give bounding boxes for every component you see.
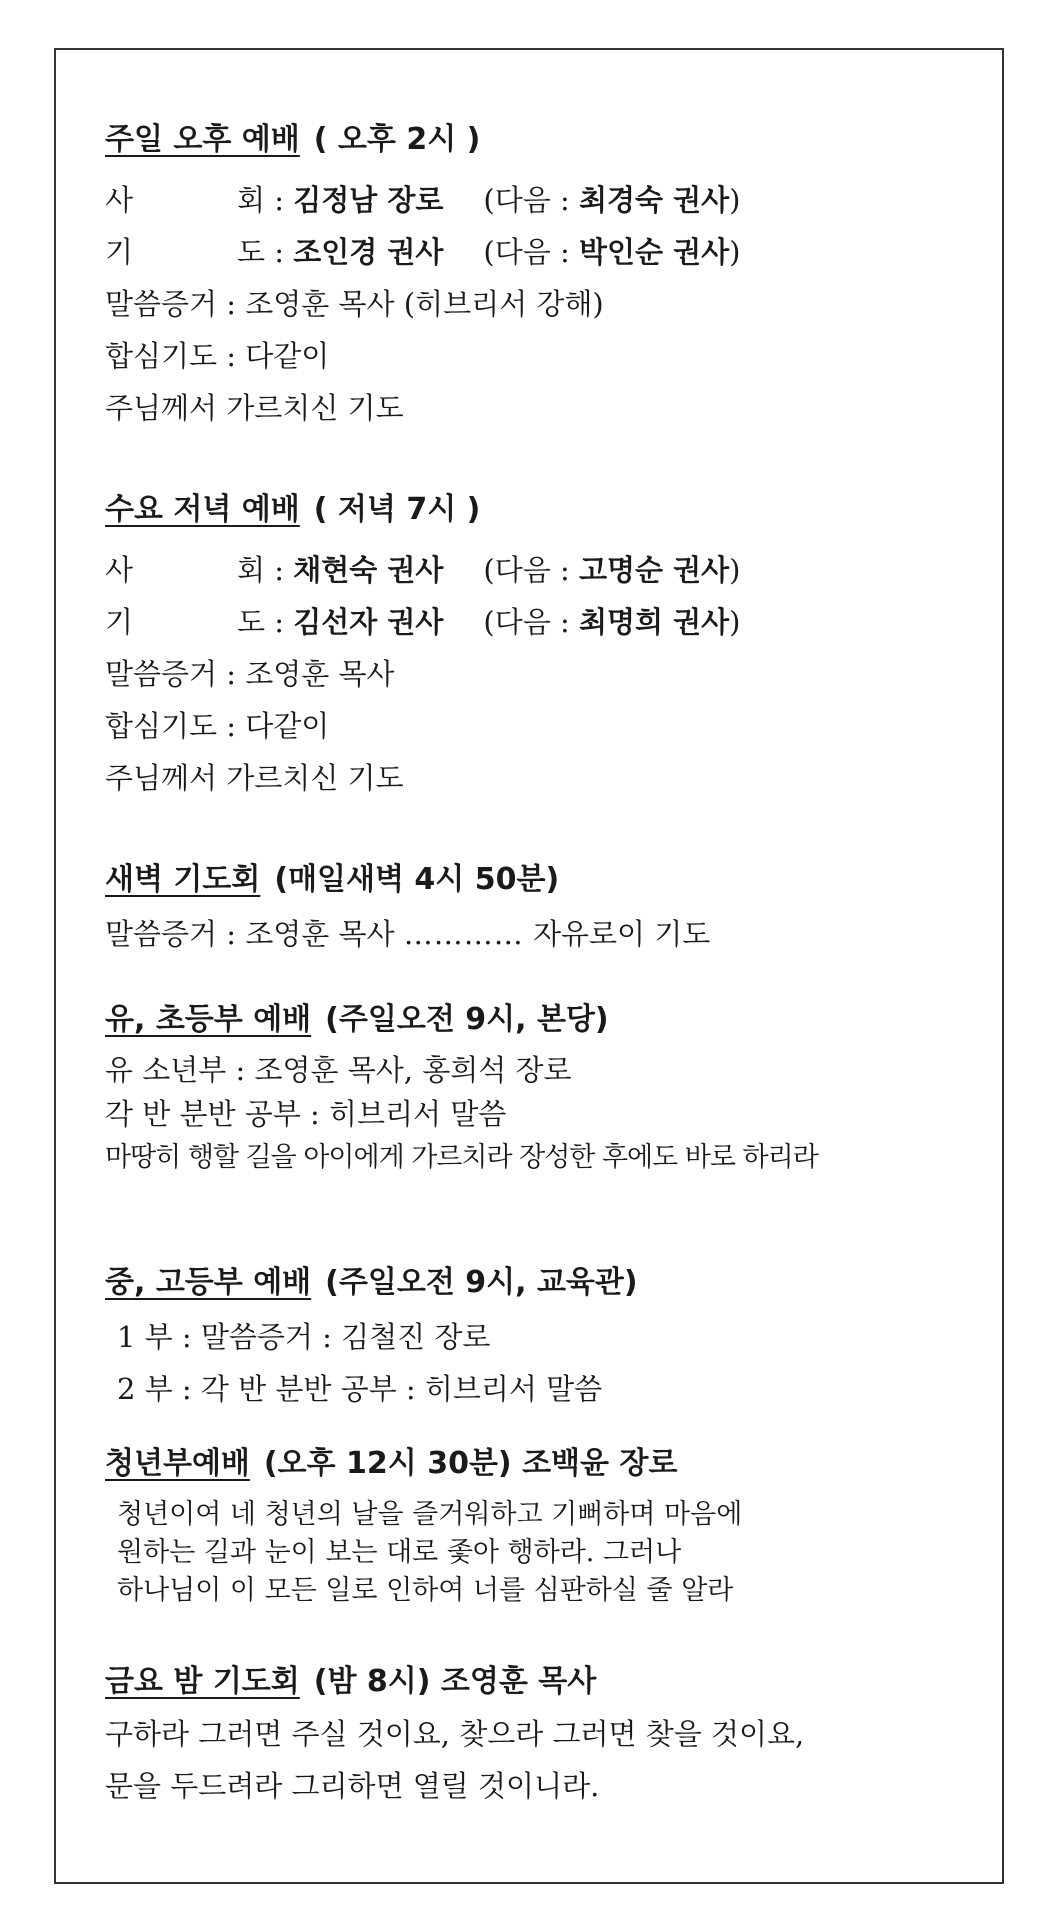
section-title: 금요 밤 기도회 xyxy=(105,1664,300,1699)
section-wednesday-evening xyxy=(105,490,972,804)
sermon-line: 말씀증거 : 조영훈 목사 (히브리서 강해) xyxy=(105,287,604,321)
study-line: 각 반 분반 공부 : 히브리서 말씀 xyxy=(105,1097,507,1131)
role-row-host: 사 회 : 김정남 장로 (다음 : 최경숙 권사) xyxy=(105,174,972,226)
role-name: 채현숙 권사 xyxy=(293,553,444,587)
part-2-line: 2 부 : 각 반 분반 공부 : 히브리서 말씀 xyxy=(117,1372,603,1406)
dawn-line: 말씀증거 : 조영훈 목사 ………… 자유로이 기도 xyxy=(105,917,711,951)
bulletin-frame xyxy=(54,48,1004,1884)
role-row-prayer: 기 도 : 김선자 권사 (다음 : 최명희 권사) xyxy=(105,596,972,648)
group-prayer-line: 합심기도 : 다같이 xyxy=(105,339,330,373)
verse-line: 구하라 그러면 주실 것이요, 찾으라 그러면 찾을 것이요, xyxy=(105,1717,805,1751)
role-name: 조인경 권사 xyxy=(293,235,444,269)
next-name: 고명순 권사 xyxy=(578,553,730,587)
section-title: 새벽 기도회 xyxy=(105,862,261,897)
section-dawn-prayer xyxy=(105,860,972,960)
section-heading xyxy=(105,860,972,900)
section-time: (매일새벽 4시 50분) xyxy=(274,862,560,897)
role-name: 김선자 권사 xyxy=(293,605,444,639)
section-title: 중, 고등부 예배 xyxy=(105,1265,312,1300)
section-youth xyxy=(105,1263,972,1415)
section-time: (주일오전 9시, 본당) xyxy=(325,1002,609,1037)
section-title: 수요 저녁 예배 xyxy=(105,492,300,527)
sermon-line: 말씀증거 : 조영훈 목사 xyxy=(105,657,395,691)
section-heading xyxy=(105,490,972,530)
role-label: 기 도 xyxy=(105,605,265,639)
role-label: 사 회 xyxy=(105,183,265,217)
part-1-line: 1 부 : 말씀증거 : 김철진 장로 xyxy=(117,1320,491,1354)
section-friday-prayer xyxy=(105,1662,972,1812)
section-heading xyxy=(105,1662,972,1702)
group-prayer-line: 합심기도 : 다같이 xyxy=(105,709,330,743)
section-time: ( 오후 2시 ) xyxy=(313,122,481,157)
section-heading xyxy=(105,1263,972,1303)
section-children xyxy=(105,1000,972,1180)
leader-dots: ………… xyxy=(403,917,524,951)
section-young-adult xyxy=(105,1444,972,1610)
verse-line: 문을 두드려라 그리하면 열릴 것이니라. xyxy=(105,1769,600,1803)
role-label: 사 회 xyxy=(105,553,265,587)
role-row-prayer: 기 도 : 조인경 권사 (다음 : 박인순 권사) xyxy=(105,226,972,278)
section-time: (오후 12시 30분) 조백윤 장로 xyxy=(263,1446,678,1481)
verse-line: 마땅히 행할 길을 아이에게 가르치라 장성한 후에도 바로 하리라 xyxy=(105,1142,818,1173)
lords-prayer-line: 주님께서 가르치신 기도 xyxy=(105,761,404,795)
section-time: (밤 8시) 조영훈 목사 xyxy=(313,1664,597,1699)
section-heading xyxy=(105,1444,972,1484)
role-label: 기 도 xyxy=(105,235,265,269)
section-time: (주일오전 9시, 교육관) xyxy=(325,1265,638,1300)
lords-prayer-line: 주님께서 가르치신 기도 xyxy=(105,391,404,425)
section-title: 유, 초등부 예배 xyxy=(105,1002,312,1037)
next-name: 최경숙 권사 xyxy=(578,183,730,217)
verse-line: 청년이여 네 청년의 날을 즐거워하고 기뻐하며 마음에 xyxy=(117,1499,743,1530)
verse-line: 하나님이 이 모든 일로 인하여 너를 심판하실 줄 알라 xyxy=(117,1575,734,1606)
section-heading xyxy=(105,120,972,160)
section-title: 주일 오후 예배 xyxy=(105,122,300,157)
section-heading xyxy=(105,1000,972,1040)
section-time: ( 저녁 7시 ) xyxy=(313,492,481,527)
leaders-line: 유 소년부 : 조영훈 목사, 홍희석 장로 xyxy=(105,1053,572,1087)
next-name: 박인순 권사 xyxy=(578,235,730,269)
role-row-host: 사 회 : 채현숙 권사 (다음 : 고명순 권사) xyxy=(105,544,972,596)
role-name: 김정남 장로 xyxy=(293,183,444,217)
next-name: 최명희 권사 xyxy=(578,605,730,639)
verse-line: 원하는 길과 눈이 보는 대로 좇아 행하라. 그러나 xyxy=(117,1537,682,1568)
section-sunday-afternoon xyxy=(105,120,972,434)
section-title: 청년부예배 xyxy=(105,1446,250,1481)
